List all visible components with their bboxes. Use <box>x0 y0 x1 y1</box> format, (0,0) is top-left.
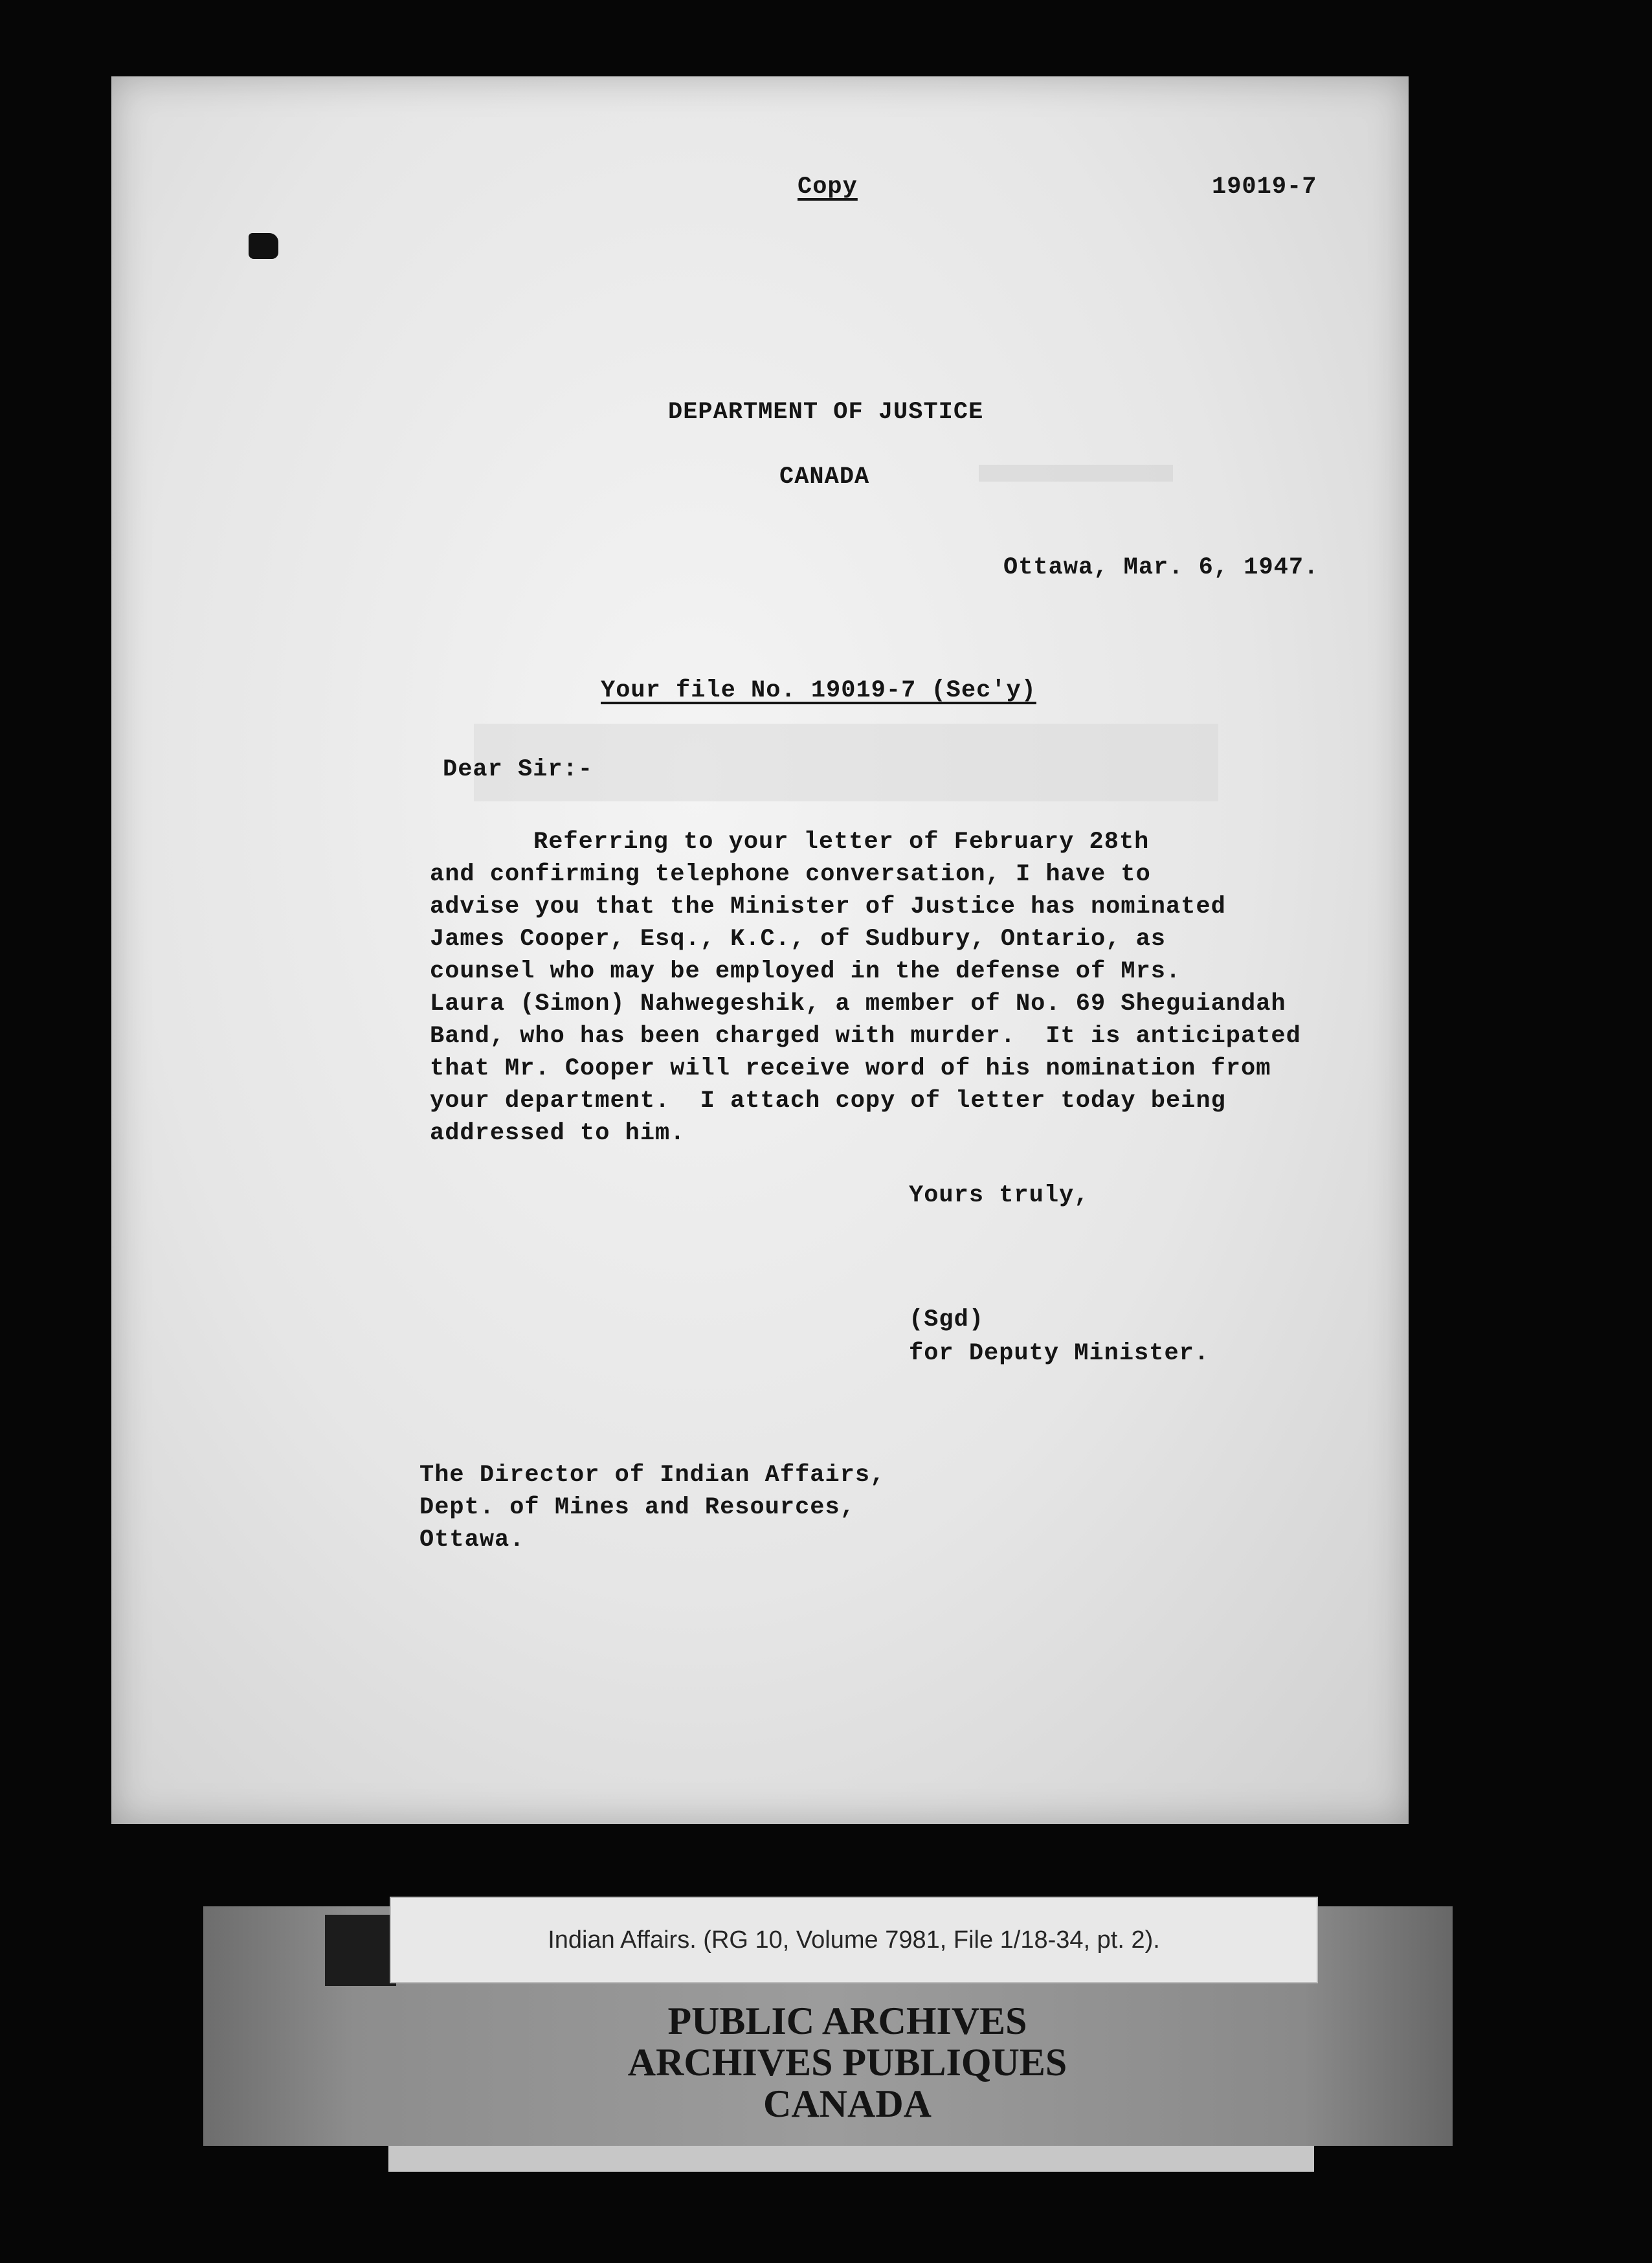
stamp-line: ARCHIVES PUBLIQUES <box>627 2041 1067 2084</box>
bleed-through-mark <box>979 465 1173 482</box>
body-line: your department. I attach copy of letter today being <box>430 1087 1226 1115</box>
body-line: addressed to him. <box>430 1120 686 1147</box>
body-line: advise you that the Minister of Justice has nominated <box>430 893 1226 920</box>
subject-line: Your file No. 19019-7 (Sec'y) <box>601 677 1036 704</box>
body-line: Band, who has been charged with murder. It is anticipated <box>430 1023 1301 1050</box>
body-line: James Cooper, Esq., K.C., of Sudbury, Ontario, as <box>430 926 1166 953</box>
recipient-line: Ottawa. <box>419 1526 525 1554</box>
department-heading: DEPARTMENT OF JUSTICE <box>668 399 984 426</box>
closing: Yours truly, <box>909 1182 1089 1209</box>
label-bottom-band <box>388 2146 1314 2172</box>
stamp-line: PUBLIC ARCHIVES <box>667 2000 1027 2042</box>
stamp-line: CANADA <box>763 2082 932 2125</box>
signature-note: (Sgd) <box>909 1306 985 1333</box>
archive-reference-label <box>390 1897 1318 1983</box>
body-line: that Mr. Cooper will receive word of his nomination from <box>430 1055 1271 1082</box>
body-line: Laura (Simon) Nahwegeshik, a member of No. 69 Sheguiandah <box>430 990 1286 1018</box>
letter-sheet <box>111 76 1409 1824</box>
recipient-line: The Director of Indian Affairs, <box>419 1462 886 1489</box>
salutation: Dear Sir:- <box>443 756 594 783</box>
label-tab <box>325 1915 396 1986</box>
signature-title: for Deputy Minister. <box>909 1340 1210 1367</box>
copy-label: Copy <box>798 173 858 201</box>
body-line: and confirming telephone conversation, I have to <box>430 861 1151 888</box>
recipient-line: Dept. of Mines and Resources, <box>419 1494 855 1521</box>
archive-reference: Indian Affairs. (RG 10, Volume 7981, File 1/18-34, pt. 2). <box>548 1926 1160 1954</box>
file-number: 19019-7 <box>1212 173 1317 201</box>
body-line: Referring to your letter of February 28th <box>533 829 1150 856</box>
archives-stamp <box>520 2000 1174 2136</box>
torn-corner-mark <box>249 233 278 259</box>
place-date: Ottawa, Mar. 6, 1947. <box>1003 554 1319 581</box>
body-line: counsel who may be employed in the defense of Mrs. <box>430 958 1181 985</box>
country-heading: CANADA <box>779 463 870 491</box>
